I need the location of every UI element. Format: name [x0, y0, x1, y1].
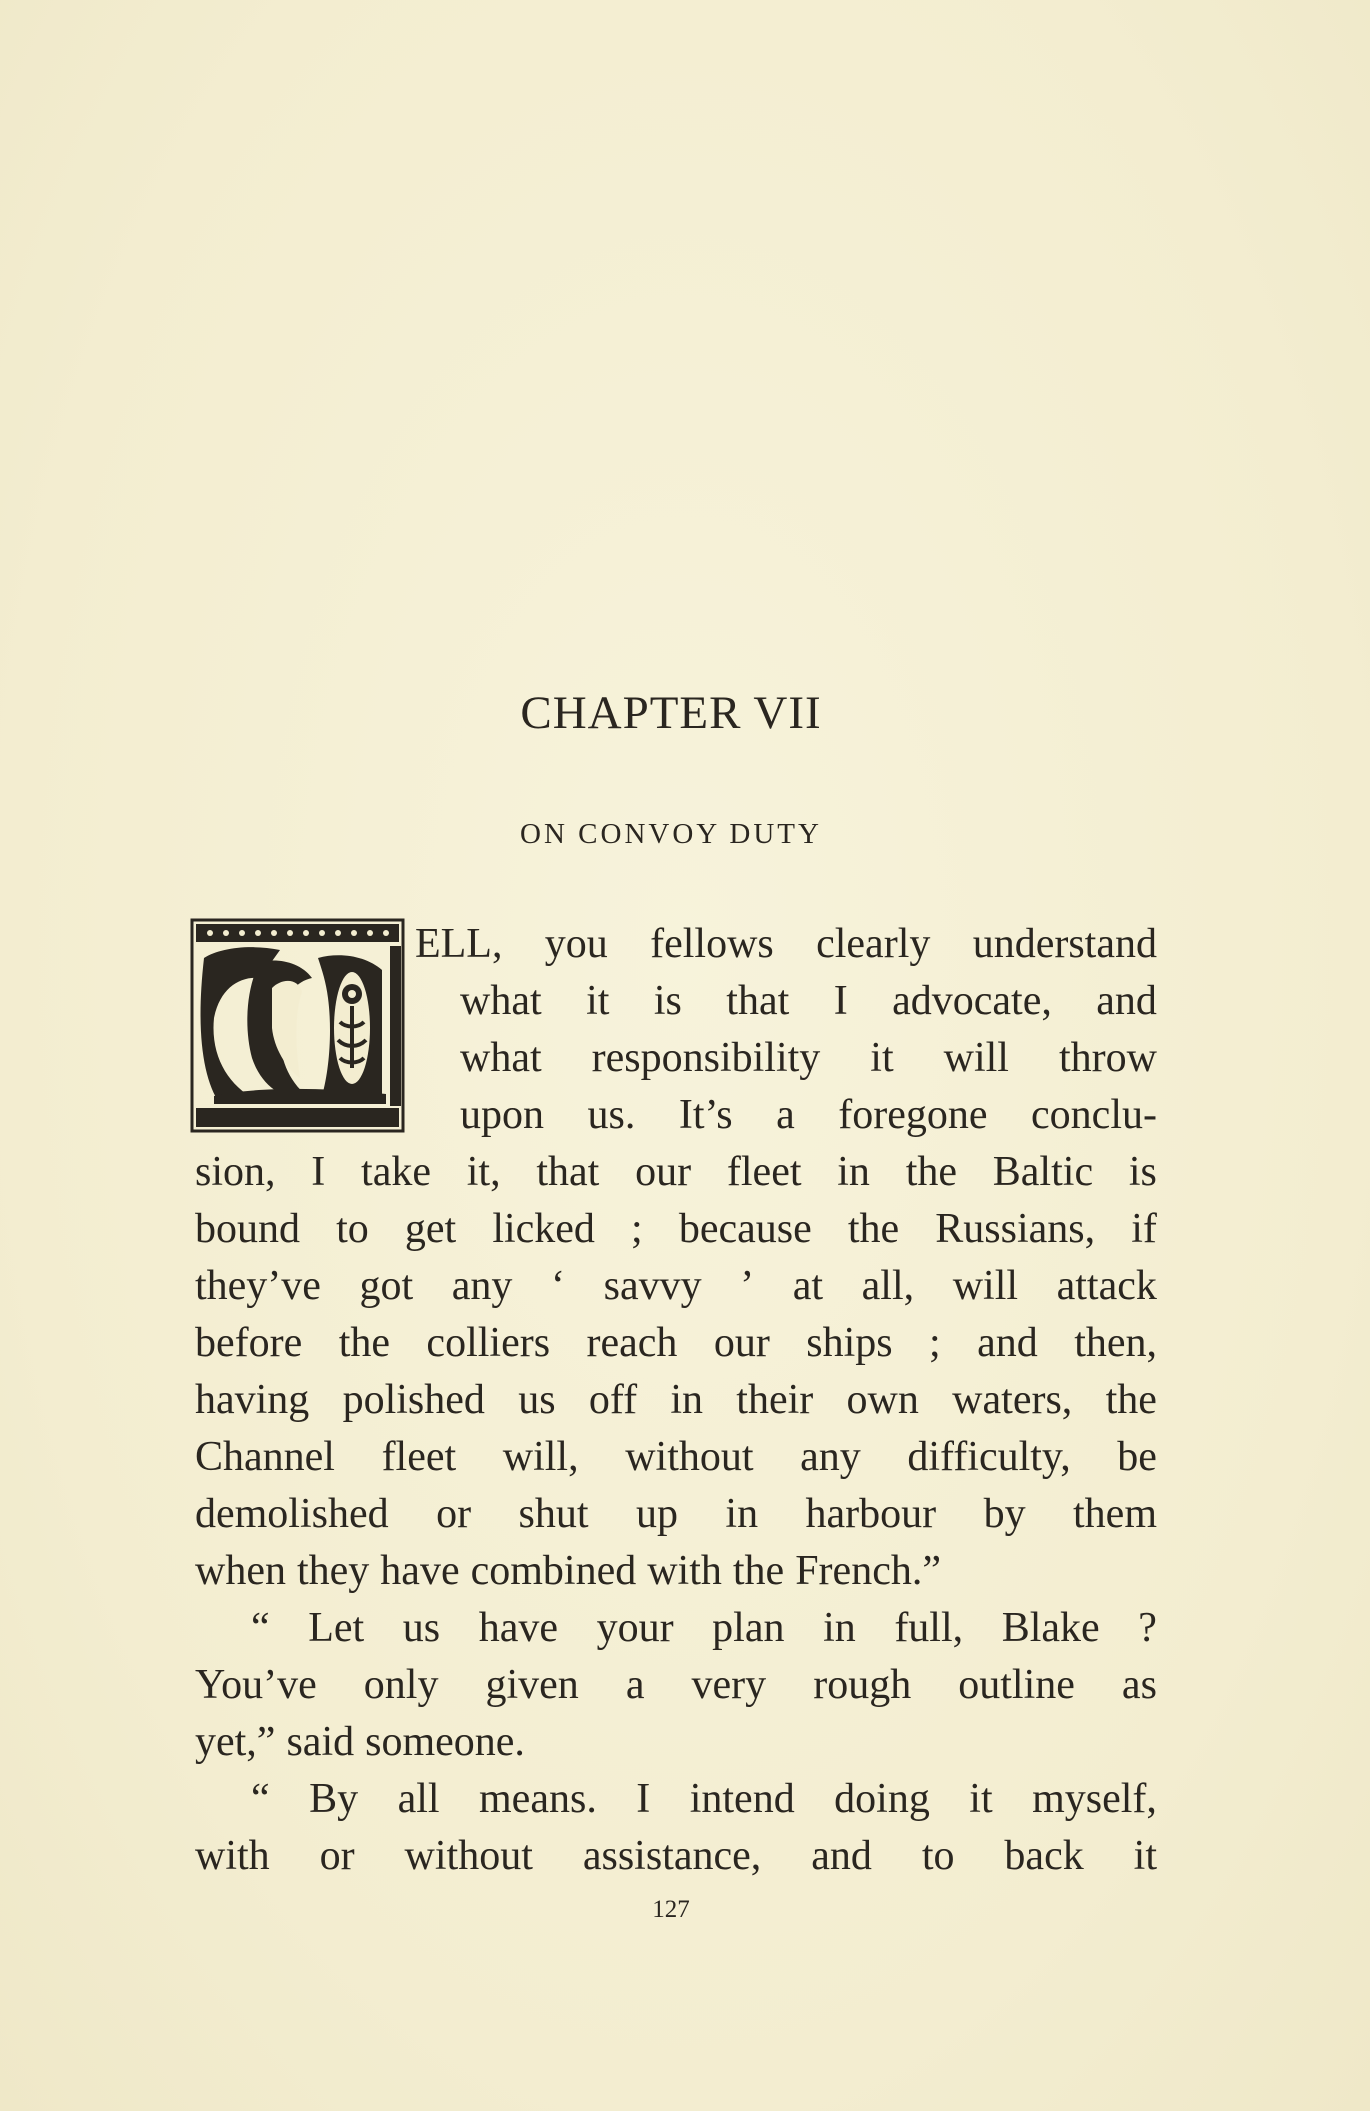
word: it [586, 978, 610, 1024]
word: By [309, 1776, 359, 1822]
word: very [691, 1662, 767, 1708]
word: all, [861, 1263, 915, 1309]
word: licked [492, 1206, 595, 1252]
word: by [983, 1491, 1026, 1537]
word: off [588, 1377, 638, 1423]
word: they [296, 1548, 370, 1594]
word: us [518, 1377, 556, 1423]
word: having [195, 1377, 310, 1423]
text-line [195, 1201, 1157, 1258]
text-line [195, 1429, 1157, 1486]
word: get [404, 1206, 457, 1252]
word: ‘ [551, 1263, 566, 1309]
word: have [380, 1548, 460, 1594]
word: back [1004, 1833, 1084, 1879]
word: without [404, 1833, 533, 1879]
word: You’ve [195, 1662, 317, 1708]
word: combined [470, 1548, 637, 1594]
word: the [1105, 1377, 1157, 1423]
word: if [1131, 1206, 1157, 1252]
word: with [195, 1833, 270, 1879]
word: sion, [195, 1149, 276, 1195]
word: will, [502, 1434, 579, 1480]
word: intend [689, 1776, 795, 1822]
word: conclu- [1031, 1092, 1157, 1138]
word: plan [712, 1605, 785, 1651]
word: a [625, 1662, 645, 1708]
word: responsibility [591, 1035, 821, 1081]
word: what [460, 978, 542, 1024]
word: without [625, 1434, 754, 1480]
word: to [921, 1833, 955, 1879]
word: ’ [740, 1263, 755, 1309]
body-text [195, 916, 1157, 1885]
word: understand [972, 921, 1157, 967]
word: then, [1074, 1320, 1157, 1366]
word: ELL, [415, 921, 503, 967]
word: have [478, 1605, 559, 1651]
word: ships [806, 1320, 893, 1366]
text-line [195, 1087, 1157, 1144]
word: assistance, [582, 1833, 762, 1879]
word: and [811, 1833, 872, 1879]
word: the [338, 1320, 390, 1366]
text-line [195, 1657, 1157, 1714]
word: what [460, 1035, 542, 1081]
word: our [635, 1149, 692, 1195]
word: ; [631, 1206, 643, 1252]
word: that [536, 1149, 600, 1195]
word: shut [518, 1491, 589, 1537]
text-line [195, 1258, 1157, 1315]
word: at [792, 1263, 824, 1309]
text-line [195, 973, 1157, 1030]
word: attack [1056, 1263, 1157, 1309]
word: fleet [381, 1434, 457, 1480]
word: doing [834, 1776, 930, 1822]
word: upon [460, 1092, 544, 1138]
word: they’ve [195, 1263, 321, 1309]
word: Channel [195, 1434, 335, 1480]
word: the [732, 1548, 785, 1594]
word: in [725, 1491, 759, 1537]
word: in [670, 1377, 704, 1423]
chapter-heading: CHAPTER VII [520, 687, 822, 739]
word: or [319, 1833, 355, 1879]
word: our [713, 1320, 770, 1366]
word: it [969, 1776, 993, 1822]
word: bound [195, 1206, 300, 1252]
word: I [833, 978, 848, 1024]
word: harbour [805, 1491, 937, 1537]
word: It’s [678, 1092, 733, 1138]
word: their [736, 1377, 814, 1423]
word: be [1117, 1434, 1157, 1480]
word: in [837, 1149, 870, 1195]
word: with [647, 1548, 722, 1594]
word: it, [466, 1149, 501, 1195]
word: Russians, [935, 1206, 1096, 1252]
word: given [485, 1662, 579, 1708]
word: the [905, 1149, 958, 1195]
word: it [1133, 1833, 1157, 1879]
chapter-subtitle: ON CONVOY DUTY [520, 818, 822, 850]
text-line [195, 1828, 1157, 1885]
word: your [596, 1605, 674, 1651]
word: polished [342, 1377, 485, 1423]
word: up [635, 1491, 678, 1537]
text-line [195, 1030, 1157, 1087]
text-line [195, 1771, 1157, 1828]
text-line [195, 1372, 1157, 1429]
word: us. [587, 1092, 636, 1138]
word: I [636, 1776, 651, 1822]
word: throw [1058, 1035, 1157, 1081]
word: own [846, 1377, 919, 1423]
word: ; [929, 1320, 941, 1366]
word: will [943, 1035, 1009, 1081]
word: Baltic [992, 1149, 1094, 1195]
word: us [402, 1605, 441, 1651]
word: that [726, 978, 790, 1024]
word: means. [479, 1776, 597, 1822]
word: “ [251, 1776, 270, 1822]
word: fellows [650, 921, 774, 967]
word: when [195, 1548, 286, 1594]
word: take [361, 1149, 431, 1195]
text-line [195, 1600, 1157, 1657]
word: reach [586, 1320, 678, 1366]
word: waters, [952, 1377, 1073, 1423]
word: Blake [1001, 1605, 1100, 1651]
word: I [311, 1149, 326, 1195]
word: you [544, 921, 608, 967]
word: difficulty, [907, 1434, 1071, 1480]
word: or [436, 1491, 472, 1537]
word: before [195, 1320, 303, 1366]
text-line [195, 1144, 1157, 1201]
text-line [195, 1486, 1157, 1543]
word: yet,” [195, 1719, 276, 1765]
word: because [678, 1206, 812, 1252]
word: rough [813, 1662, 912, 1708]
word: any [451, 1263, 513, 1309]
word: ? [1138, 1605, 1157, 1651]
word: the [847, 1206, 900, 1252]
word: demolished [195, 1491, 389, 1537]
word: fleet [726, 1149, 802, 1195]
word: someone. [365, 1719, 525, 1765]
word: myself, [1032, 1776, 1157, 1822]
word: colliers [426, 1320, 551, 1366]
word: said [286, 1719, 355, 1765]
word: only [363, 1662, 439, 1708]
word: will [952, 1263, 1019, 1309]
text-line [195, 916, 1157, 973]
word: all [397, 1776, 440, 1822]
word: clearly [816, 921, 931, 967]
word: and [1096, 978, 1157, 1024]
word: and [977, 1320, 1038, 1366]
word: got [359, 1263, 414, 1309]
word: is [653, 978, 682, 1024]
word: outline [958, 1662, 1075, 1708]
word: advocate, [892, 978, 1052, 1024]
page-number: 127 [652, 1896, 690, 1923]
word: is [1128, 1149, 1157, 1195]
text-line [195, 1714, 1157, 1771]
word: as [1121, 1662, 1157, 1708]
word: it [870, 1035, 894, 1081]
text-line [195, 1315, 1157, 1372]
word: savvy [603, 1263, 702, 1309]
word: them [1073, 1491, 1157, 1537]
word: foregone [838, 1092, 988, 1138]
word: French.” [795, 1548, 941, 1594]
word: Let [308, 1605, 365, 1651]
text-line [195, 1543, 1157, 1600]
word: in [823, 1605, 856, 1651]
word: a [776, 1092, 795, 1138]
word: to [336, 1206, 369, 1252]
word: “ [251, 1605, 270, 1651]
word: full, [894, 1605, 964, 1651]
word: any [800, 1434, 861, 1480]
